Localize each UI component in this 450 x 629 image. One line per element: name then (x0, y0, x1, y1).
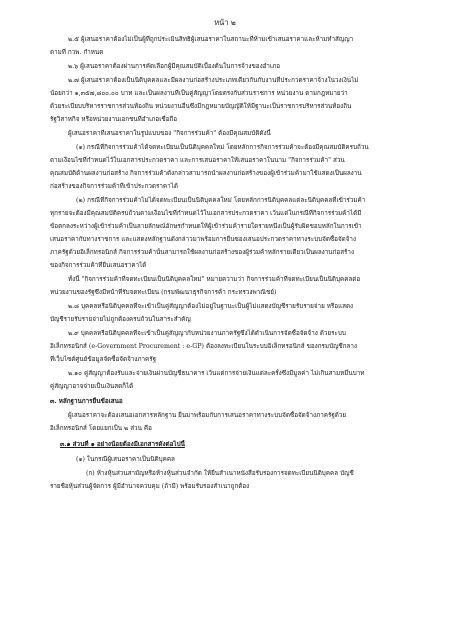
text-line: ๒.๑๐ คู่สัญญาต้องรับและจ่ายเงินผ่านบัญชีธนาคาร เว้นแต่การจ่ายเงินแต่ละครั้งซึ่งมีมูลค่า ไม่เกินสามหมื่นบาท (68, 370, 365, 377)
text-line: ข้อตกลงระหว่างผู้เข้าร่วมค้าเป็นลายลักษณ์อักษรกำหนดให้ผู้เข้าร่วมค้ารายใดรายหนึ่งเป็นผู้รับผิดชอบหลักในการเข้า (50, 223, 362, 230)
text-line: ด้วยระเบียบบริหารราชการส่วนท้องถิ่น หน่วยงานอื่นซึ่งมีกฎหมายบัญญัติให้มีฐานะเป็นราชการบริหารส่วนท้องถิ่น (50, 103, 352, 110)
text-line: ๒.๗ ผู้เสนอราคาต้องเป็นนิติบุคคลและมีผลงานก่อสร้างประเภทเดียวกันกับงานที่ประกวดราคาจ้างในวงเงินไม่ (68, 77, 359, 84)
text-line: ทุกรายจะต้องมีคุณสมบัติครบถ้วนตามเงื่อนไขที่กำหนดไว้ในเอกสารประกวดราคา เว้นแต่ในกรณีที่กิจการร่วมค้าได้มี (50, 210, 362, 217)
text-line: ภาครัฐด้วยอิเล็กทรอนิกส์ กิจการร่วมค้านั้นสามารถใช้ผลงานก่อสร้างของผู้ร่วมค้าหลักรายเดียวเป็นผลงานก่อสร้าง (50, 249, 355, 256)
text-line: น้อยกว่า ๑,๓๕๗,๘๐๐.๐๐ บาท และเป็นผลงานที่เป็นคู่สัญญาโดยตรงกับส่วนราชการ หน่วยงาน ตามกฎหมายว่า (50, 90, 348, 97)
text-line: ๒.๙ บุคคลหรือนิติบุคคลที่จะเข้าเป็นคู่สัญญากับหน่วยงานภาครัฐซึ่งได้ดำเนินการจัดซื้อจัดจ้าง ด้วยระบบ (68, 330, 346, 337)
text-line: ทั้งนี้ "กิจการร่วมค้าที่จดทะเบียนเป็นนิติบุคคลใหม่" หมายความว่า กิจการร่วมค้าที่จดทะเบียนเป็นนิติบุคคลต่อ (68, 276, 361, 283)
text-line: ผู้เสนอราคาจะต้องเสนอเอกสารหลักฐาน ยื่นมาพร้อมกับการเสนอราคาทางระบบจัดซื้อจัดจ้างภาครัฐด้วย (68, 412, 347, 419)
section-heading: ๓. หลักฐานการยื่นข้อเสนอ (50, 398, 123, 405)
text-line: บัญชีรายรับรายจ่ายไม่ถูกต้องครบถ้วนในสาระสำคัญ (50, 316, 191, 323)
text-line: (๑) กรณีที่กิจการร่วมค้าได้จดทะเบียนเป็นนิติบุคคลใหม่ โดยหลักการกิจการร่วมค้าจะต้องมีคุณสมบัติครบถ้วน (76, 144, 369, 151)
text-line: (๒) กรณีที่กิจการร่วมค้าไม่ได้จดทะเบียนเป็นนิติบุคคลใหม่ โดยหลักการนิติบุคคลแต่ละนิติบุคคลที่เข้าร่วมค้า (76, 197, 366, 204)
text-line: คุณสมบัติด้านผลงานก่อสร้าง กิจการร่วมค้าดังกล่าวสามารถนำผลงานก่อสร้างของผู้เข้าร่วมค้ามาใช้แสดงเป็นผลงาน (50, 170, 362, 177)
text-line: ตามที่ กวพ. กำหนด (50, 49, 104, 56)
text-line: คู่สัญญาอาจจ่ายเป็นเงินสดก็ได้ (50, 383, 134, 390)
text-line: รัฐวิสาหกิจ หรือหน่วยงานเอกชนที่อำเภอเชื่อถือ (50, 116, 178, 123)
text-line: ก่อสร้างของกิจการร่วมค้าที่เข้าประกวดราคาได้ (50, 183, 178, 190)
text-line: ๒.๘ บุคคลหรือนิติบุคคลที่จะเข้าเป็นคู่สัญญาต้องไม่อยู่ในฐานะเป็นผู้ไม่แสดงบัญชีรายรับรายจ่าย หรือแสดง (68, 303, 354, 310)
text-line: ที่เว็บไซต์ศูนย์ข้อมูลจัดซื้อจัดจ้างภาครัฐ (50, 356, 157, 363)
text-line: เสนอราคากับทางราชการ และแสดงหลักฐานดังกล่าวมาพร้อมการยื่นซองเสนอประกวดราคาทางระบบจัดซื้อจัดจ้าง (50, 236, 357, 243)
text-line: อิเล็กทรอนิกส์ โดยแยกเป็น ๒ ส่วน คือ (50, 425, 152, 432)
text-line: หน่วยงานของรัฐซึ่งมีหน้าที่รับจดทะเบียน (กรมพัฒนาธุรกิจการค้า กระทรวงพาณิชย์) (50, 289, 277, 296)
text-line: ผู้เสนอราคาที่เสนอราคาในรูปแบบของ "กิจการร่วมค้า" ต้องมีคุณสมบัติดังนี้ (68, 130, 271, 137)
page-number: หน้า ๒ (214, 18, 236, 27)
text-line: ตามเงื่อนไขที่กำหนดไว้ในเอกสารประกวดราคา และการเสนอราคาให้เสนอราคาในนาม "กิจการร่วมค้า" ส่วน (50, 157, 345, 164)
text-line: ๒.๕ ผู้เสนอราคาต้องไม่เป็นผู้ที่ถูกประเมินสิทธิผู้เสนอราคาในสถานะที่ห้ามเข้าเสนอราคาและห้ามทำสัญญา (68, 36, 354, 43)
text-line: (ก) ห้างหุ้นส่วนสามัญหรือห้างหุ้นส่วนจำกัด ให้ยื่นสำเนาหนังสือรับรองการจดทะเบียนนิติบุคคล บัญชี (86, 470, 354, 477)
text-line: ของกิจการร่วมค้าที่ยื่นเสนอราคาได้ (50, 262, 147, 269)
text-line: (๑) ในกรณีผู้เสนอราคาเป็นนิติบุคคล (76, 456, 175, 463)
text-line: ๒.๖ ผู้เสนอราคาต้องผ่านการคัดเลือกผู้มีคุณสมบัติเบื้องต้นในการจ้างของอำเภอ (68, 63, 281, 70)
text-line: อิเล็กทรอนิกส์ (e-Government Procurement : e-GP) ต้องลงทะเบียนในระบบอิเล็กทรอนิกส์ ของกรมบัญชีกลาง (50, 343, 357, 350)
text-line: รายชื่อหุ้นส่วนผู้จัดการ ผู้มีอำนาจควบคุม (ถ้ามี) พร้อมรับรองสำเนาถูกต้อง (50, 483, 250, 490)
section-heading: ๓.๑ ส่วนที่ ๑ อย่างน้อยต้องมีเอกสารดังต่อไปนี้ (60, 441, 185, 448)
